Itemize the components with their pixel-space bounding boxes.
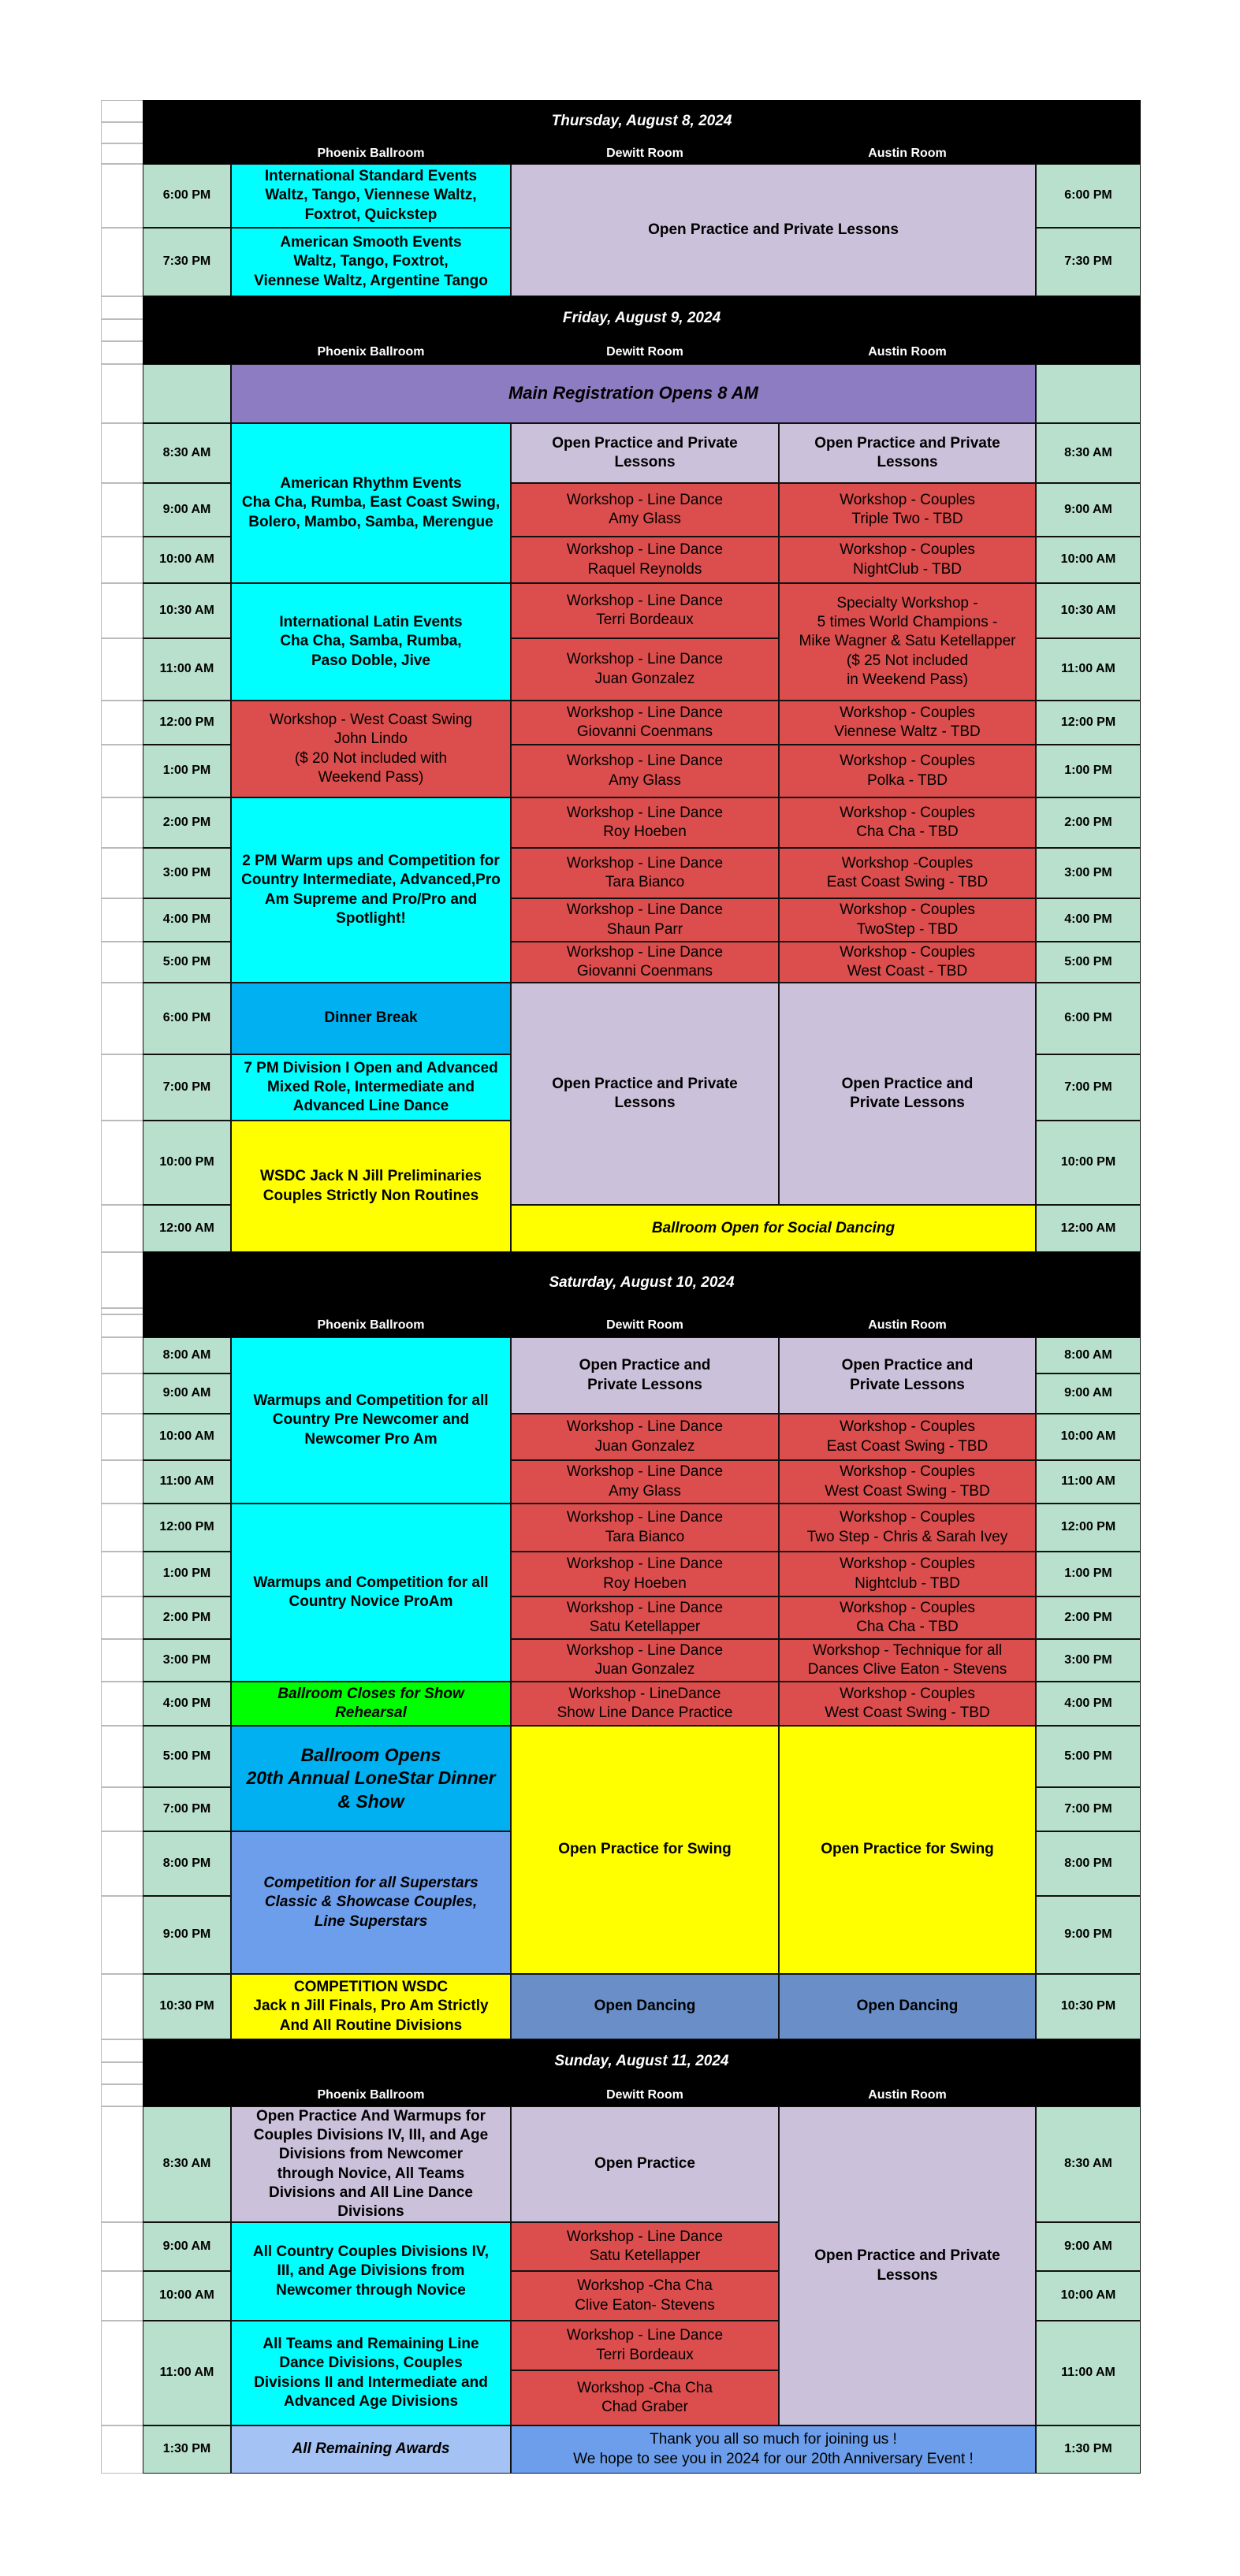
time-label-left: 12:00 PM	[143, 701, 231, 745]
schedule-event: Workshop - Line Dance Satu Ketellapper	[511, 2222, 779, 2271]
schedule-event: Workshop - Line Dance Raquel Reynolds	[511, 537, 779, 583]
time-label-right: 11:00 AM	[1036, 638, 1141, 701]
schedule-event: Workshop - Line Dance Roy Hoeben	[511, 1552, 779, 1597]
time-label-right: 11:00 AM	[1036, 1460, 1141, 1504]
gutter-cell	[101, 143, 143, 164]
schedule-event: Workshop - Line Dance Juan Gonzalez	[511, 1414, 779, 1460]
time-label-right: 6:00 PM	[1036, 983, 1141, 1054]
schedule-event: Workshop - Couples West Coast - TBD	[779, 942, 1036, 983]
schedule-event: Ballroom Closes for Show Rehearsal	[231, 1682, 511, 1726]
time-label-left: 3:00 PM	[143, 848, 231, 898]
schedule-event: Open Practice and Private Lessons	[511, 164, 1036, 296]
gutter-cell	[101, 1682, 143, 1726]
time-label-left: 11:00 AM	[143, 638, 231, 701]
time-label-left: 7:00 PM	[143, 1787, 231, 1831]
time-cell-blank	[1036, 364, 1141, 423]
schedule-event: Workshop - Line Dance Terri Bordeaux	[511, 583, 779, 638]
gutter-cell	[101, 1414, 143, 1460]
time-label-left: 12:00 AM	[143, 1205, 231, 1252]
schedule-event: Dinner Break	[231, 983, 511, 1054]
time-label-left: 9:00 PM	[143, 1896, 231, 1974]
gutter-cell	[101, 1252, 143, 1308]
gutter-cell	[101, 1787, 143, 1831]
time-label-left: 6:00 PM	[143, 983, 231, 1054]
header-spacer	[143, 2084, 231, 2106]
room-header-phoenix: Phoenix Ballroom	[231, 143, 511, 164]
gutter-cell	[101, 1121, 143, 1205]
room-header-dewitt: Dewitt Room	[511, 2084, 779, 2106]
schedule-event: Workshop - Line Dance Juan Gonzalez	[511, 638, 779, 701]
day-title: Thursday, August 8, 2024	[143, 100, 1141, 143]
time-label-right: 5:00 PM	[1036, 1726, 1141, 1787]
schedule-event: Competition for all Superstars Classic & Showcase Couples, Line Superstars	[231, 1831, 511, 1974]
gutter-cell	[101, 1373, 143, 1414]
gutter-cell	[101, 1639, 143, 1682]
gutter-cell	[101, 1337, 143, 1373]
schedule-event: Workshop - Couples Cha Cha - TBD	[779, 797, 1036, 848]
time-label-left: 9:00 AM	[143, 1373, 231, 1414]
time-label-left: 10:00 AM	[143, 1414, 231, 1460]
time-label-left: 4:00 PM	[143, 1682, 231, 1726]
schedule-event: Workshop - Line Dance Giovanni Coenmans	[511, 942, 779, 983]
gutter-cell	[101, 164, 143, 228]
schedule-event: Workshop - Couples Cha Cha - TBD	[779, 1597, 1036, 1639]
schedule-event: Open Practice for Swing	[779, 1726, 1036, 1974]
gutter-cell	[101, 228, 143, 296]
day-title: Sunday, August 11, 2024	[143, 2039, 1141, 2084]
schedule-event: Workshop - Couples NightClub - TBD	[779, 537, 1036, 583]
time-label-left: 9:00 AM	[143, 2222, 231, 2271]
schedule-event: Workshop -Cha Cha Clive Eaton- Stevens	[511, 2271, 779, 2321]
gutter-cell	[101, 2039, 143, 2062]
schedule-event: Open Practice for Swing	[511, 1726, 779, 1974]
schedule-event: Workshop - Couples Two Step - Chris & Sarah Ivey	[779, 1504, 1036, 1552]
room-header-dewitt: Dewitt Room	[511, 1314, 779, 1337]
schedule-event: Workshop - Line Dance Roy Hoeben	[511, 797, 779, 848]
time-label-left: 8:30 AM	[143, 423, 231, 483]
room-header-dewitt: Dewitt Room	[511, 341, 779, 364]
time-label-left: 10:30 AM	[143, 583, 231, 638]
schedule-event: Open Dancing	[779, 1974, 1036, 2039]
gutter-cell	[101, 898, 143, 942]
schedule-event: Open Practice and Private Lessons	[779, 423, 1036, 483]
schedule-event: Workshop - West Coast Swing John Lindo ($ 20 Not included with Weekend Pass)	[231, 701, 511, 797]
schedule-event: Open Practice and Private Lessons	[779, 1337, 1036, 1414]
day-title: Friday, August 9, 2024	[143, 296, 1141, 341]
schedule-event: Warmups and Competition for all Country Novice ProAm	[231, 1504, 511, 1682]
time-label-left: 2:00 PM	[143, 1597, 231, 1639]
time-label-right: 4:00 PM	[1036, 1682, 1141, 1726]
gutter-cell	[101, 1974, 143, 2039]
time-label-right: 2:00 PM	[1036, 797, 1141, 848]
schedule-event: American Rhythm Events Cha Cha, Rumba, East Coast Swing, Bolero, Mambo, Samba, Merengue	[231, 423, 511, 583]
header-spacer	[1036, 1314, 1141, 1337]
schedule-event: Open Practice and Private Lessons	[779, 2106, 1036, 2425]
schedule-event: Main Registration Opens 8 AM	[231, 364, 1036, 423]
schedule-event: Workshop - Line Dance Amy Glass	[511, 483, 779, 537]
schedule-event: COMPETITION WSDC Jack n Jill Finals, Pro Am Strictly And All Routine Divisions	[231, 1974, 511, 2039]
time-label-left: 11:00 AM	[143, 1460, 231, 1504]
gutter-cell	[101, 1896, 143, 1974]
time-label-right: 8:30 AM	[1036, 423, 1141, 483]
time-label-right: 7:00 PM	[1036, 1054, 1141, 1121]
gutter-cell	[101, 1205, 143, 1252]
time-label-right: 9:00 AM	[1036, 2222, 1141, 2271]
schedule-event: Workshop - Couples Nightclub - TBD	[779, 1552, 1036, 1597]
time-label-right: 12:00 PM	[1036, 701, 1141, 745]
gutter-cell	[101, 1460, 143, 1504]
time-label-right: 12:00 PM	[1036, 1504, 1141, 1552]
time-label-left: 7:00 PM	[143, 1054, 231, 1121]
time-label-left: 1:00 PM	[143, 745, 231, 797]
gutter-cell	[101, 2271, 143, 2321]
schedule-event: Workshop - Couples West Coast Swing - TBD	[779, 1682, 1036, 1726]
time-label-left: 5:00 PM	[143, 1726, 231, 1787]
time-label-right: 2:00 PM	[1036, 1597, 1141, 1639]
gutter-cell	[101, 319, 143, 341]
time-label-left: 5:00 PM	[143, 942, 231, 983]
schedule-event: Workshop - Line Dance Giovanni Coenmans	[511, 701, 779, 745]
time-label-right: 10:00 PM	[1036, 1121, 1141, 1205]
schedule-event: WSDC Jack N Jill Preliminaries Couples Strictly Non Routines	[231, 1121, 511, 1252]
time-label-left: 1:30 PM	[143, 2425, 231, 2474]
schedule-event: Workshop - Line Dance Satu Ketellapper	[511, 1597, 779, 1639]
time-label-right: 1:00 PM	[1036, 745, 1141, 797]
time-label-right: 8:00 PM	[1036, 1831, 1141, 1896]
room-header-phoenix: Phoenix Ballroom	[231, 1314, 511, 1337]
header-spacer	[1036, 341, 1141, 364]
gutter-cell	[101, 983, 143, 1054]
time-label-left: 11:00 AM	[143, 2321, 231, 2425]
gutter-cell	[101, 848, 143, 898]
gutter-cell	[101, 1314, 143, 1337]
time-label-right: 10:00 AM	[1036, 537, 1141, 583]
gutter-cell	[101, 483, 143, 537]
time-label-right: 1:00 PM	[1036, 1552, 1141, 1597]
gutter-cell	[101, 745, 143, 797]
gutter-cell	[101, 296, 143, 319]
time-label-left: 3:00 PM	[143, 1639, 231, 1682]
header-spacer	[143, 143, 231, 164]
gutter-cell	[101, 1054, 143, 1121]
time-label-right: 6:00 PM	[1036, 164, 1141, 228]
gutter-cell	[101, 797, 143, 848]
time-label-right: 7:00 PM	[1036, 1787, 1141, 1831]
time-label-left: 8:30 AM	[143, 2106, 231, 2222]
time-label-left: 10:30 PM	[143, 1974, 231, 2039]
schedule-event: Workshop - Line Dance Amy Glass	[511, 1460, 779, 1504]
time-label-right: 8:30 AM	[1036, 2106, 1141, 2222]
header-spacer	[1036, 2084, 1141, 2106]
schedule-event: All Remaining Awards	[231, 2425, 511, 2474]
schedule-event: Workshop - Line Dance Amy Glass	[511, 745, 779, 797]
time-label-left: 6:00 PM	[143, 164, 231, 228]
time-label-left: 1:00 PM	[143, 1552, 231, 1597]
gutter-cell	[101, 2084, 143, 2106]
schedule-event: Workshop - Line Dance Tara Bianco	[511, 1504, 779, 1552]
time-label-left: 10:00 PM	[143, 1121, 231, 1205]
gutter-cell	[101, 2425, 143, 2474]
schedule-event: Workshop - Couples West Coast Swing - TBD	[779, 1460, 1036, 1504]
schedule-event: Workshop - LineDance Show Line Dance Practice	[511, 1682, 779, 1726]
time-label-right: 4:00 PM	[1036, 898, 1141, 942]
schedule-event: Open Practice and Private Lessons	[511, 983, 779, 1205]
schedule-event: Workshop - Couples Triple Two - TBD	[779, 483, 1036, 537]
schedule-event: 7 PM Division I Open and Advanced Mixed Role, Intermediate and Advanced Line Dance	[231, 1054, 511, 1121]
gutter-cell	[101, 2222, 143, 2271]
gutter-cell	[101, 1552, 143, 1597]
schedule-event: Ballroom Opens 20th Annual LoneStar Dinner & Show	[231, 1726, 511, 1831]
room-header-austin: Austin Room	[779, 1314, 1036, 1337]
schedule-event: Workshop -Couples East Coast Swing - TBD	[779, 848, 1036, 898]
schedule-event: Workshop - Technique for all Dances Clive Eaton - Stevens	[779, 1639, 1036, 1682]
header-spacer	[143, 341, 231, 364]
gutter-cell	[101, 2062, 143, 2084]
schedule-event: All Teams and Remaining Line Dance Divisions, Couples Divisions II and Intermediate and Advanced Age Divisions	[231, 2321, 511, 2425]
schedule-event: Workshop - Couples Polka - TBD	[779, 745, 1036, 797]
time-label-right: 11:00 AM	[1036, 2321, 1141, 2425]
room-header-austin: Austin Room	[779, 143, 1036, 164]
room-header-austin: Austin Room	[779, 341, 1036, 364]
schedule-event: Open Practice and Private Lessons	[779, 983, 1036, 1205]
gutter-cell	[101, 423, 143, 483]
gutter-cell	[101, 1831, 143, 1896]
schedule-event: Workshop - Couples East Coast Swing - TBD	[779, 1414, 1036, 1460]
time-label-right: 5:00 PM	[1036, 942, 1141, 983]
time-label-left: 10:00 AM	[143, 537, 231, 583]
gutter-cell	[101, 100, 143, 122]
header-spacer	[143, 1314, 231, 1337]
time-label-left: 2:00 PM	[143, 797, 231, 848]
schedule-event: American Smooth Events Waltz, Tango, Foxtrot, Viennese Waltz, Argentine Tango	[231, 228, 511, 296]
schedule-event: Workshop -Cha Cha Chad Graber	[511, 2370, 779, 2425]
gutter-cell	[101, 341, 143, 364]
schedule-event: Workshop - Line Dance Tara Bianco	[511, 848, 779, 898]
gutter-cell	[101, 2321, 143, 2425]
time-label-left: 12:00 PM	[143, 1504, 231, 1552]
schedule-event: Workshop - Couples Viennese Waltz - TBD	[779, 701, 1036, 745]
time-label-right: 10:00 AM	[1036, 2271, 1141, 2321]
time-label-right: 8:00 AM	[1036, 1337, 1141, 1373]
header-spacer	[1036, 143, 1141, 164]
schedule-event: Open Practice And Warmups for Couples Divisions IV, III, and Age Divisions from Newcomer through Novice, All Teams Divisions and All Line Dance Divisions	[231, 2106, 511, 2222]
schedule-event: Open Practice	[511, 2106, 779, 2222]
time-label-left: 8:00 AM	[143, 1337, 231, 1373]
schedule-event: Open Practice and Private Lessons	[511, 1337, 779, 1414]
gutter-cell	[101, 701, 143, 745]
schedule-event: Workshop - Line Dance Juan Gonzalez	[511, 1639, 779, 1682]
time-label-left: 4:00 PM	[143, 898, 231, 942]
time-label-left: 10:00 AM	[143, 2271, 231, 2321]
schedule-event: International Standard Events Waltz, Tango, Viennese Waltz, Foxtrot, Quickstep	[231, 164, 511, 228]
schedule-event: Warmups and Competition for all Country Pre Newcomer and Newcomer Pro Am	[231, 1337, 511, 1504]
schedule-event: International Latin Events Cha Cha, Samba, Rumba, Paso Doble, Jive	[231, 583, 511, 701]
schedule-event: Workshop - Line Dance Terri Bordeaux	[511, 2321, 779, 2370]
day-title: Saturday, August 10, 2024	[143, 1252, 1141, 1314]
room-header-phoenix: Phoenix Ballroom	[231, 2084, 511, 2106]
time-label-right: 9:00 AM	[1036, 483, 1141, 537]
schedule-event: Ballroom Open for Social Dancing	[511, 1205, 1036, 1252]
gutter-cell	[101, 122, 143, 143]
time-label-right: 10:00 AM	[1036, 1414, 1141, 1460]
room-header-dewitt: Dewitt Room	[511, 143, 779, 164]
gutter-cell	[101, 1597, 143, 1639]
time-label-left: 8:00 PM	[143, 1831, 231, 1896]
time-label-right: 3:00 PM	[1036, 1639, 1141, 1682]
schedule-event: All Country Couples Divisions IV, III, and Age Divisions from Newcomer through Novice	[231, 2222, 511, 2321]
schedule-event: Workshop - Line Dance Shaun Parr	[511, 898, 779, 942]
time-label-left: 7:30 PM	[143, 228, 231, 296]
schedule-event: Open Dancing	[511, 1974, 779, 2039]
gutter-cell	[101, 583, 143, 638]
schedule-event: Specialty Workshop - 5 times World Champions - Mike Wagner & Satu Ketellapper ($ 25 Not included in Weekend Pass)	[779, 583, 1036, 701]
gutter-cell	[101, 1726, 143, 1787]
time-label-right: 9:00 PM	[1036, 1896, 1141, 1974]
room-header-phoenix: Phoenix Ballroom	[231, 341, 511, 364]
gutter-cell	[101, 942, 143, 983]
time-label-right: 1:30 PM	[1036, 2425, 1141, 2474]
time-label-right: 9:00 AM	[1036, 1373, 1141, 1414]
gutter-cell	[101, 638, 143, 701]
time-label-right: 12:00 AM	[1036, 1205, 1141, 1252]
gutter-cell	[101, 364, 143, 423]
time-label-left: 9:00 AM	[143, 483, 231, 537]
time-label-right: 10:30 AM	[1036, 583, 1141, 638]
schedule-event: Workshop - Couples TwoStep - TBD	[779, 898, 1036, 942]
schedule-event: Thank you all so much for joining us ! We hope to see you in 2024 for our 20th Anniversary Event !	[511, 2425, 1036, 2474]
time-label-right: 7:30 PM	[1036, 228, 1141, 296]
gutter-cell	[101, 2106, 143, 2222]
time-cell-blank	[143, 364, 231, 423]
schedule-event: Open Practice and Private Lessons	[511, 423, 779, 483]
time-label-right: 3:00 PM	[1036, 848, 1141, 898]
gutter-cell	[101, 1308, 143, 1314]
schedule-event: 2 PM Warm ups and Competition for Country Intermediate, Advanced,Pro Am Supreme and Pro/Pro and Spotlight!	[231, 797, 511, 983]
room-header-austin: Austin Room	[779, 2084, 1036, 2106]
gutter-cell	[101, 1504, 143, 1552]
time-label-right: 10:30 PM	[1036, 1974, 1141, 2039]
gutter-cell	[101, 537, 143, 583]
